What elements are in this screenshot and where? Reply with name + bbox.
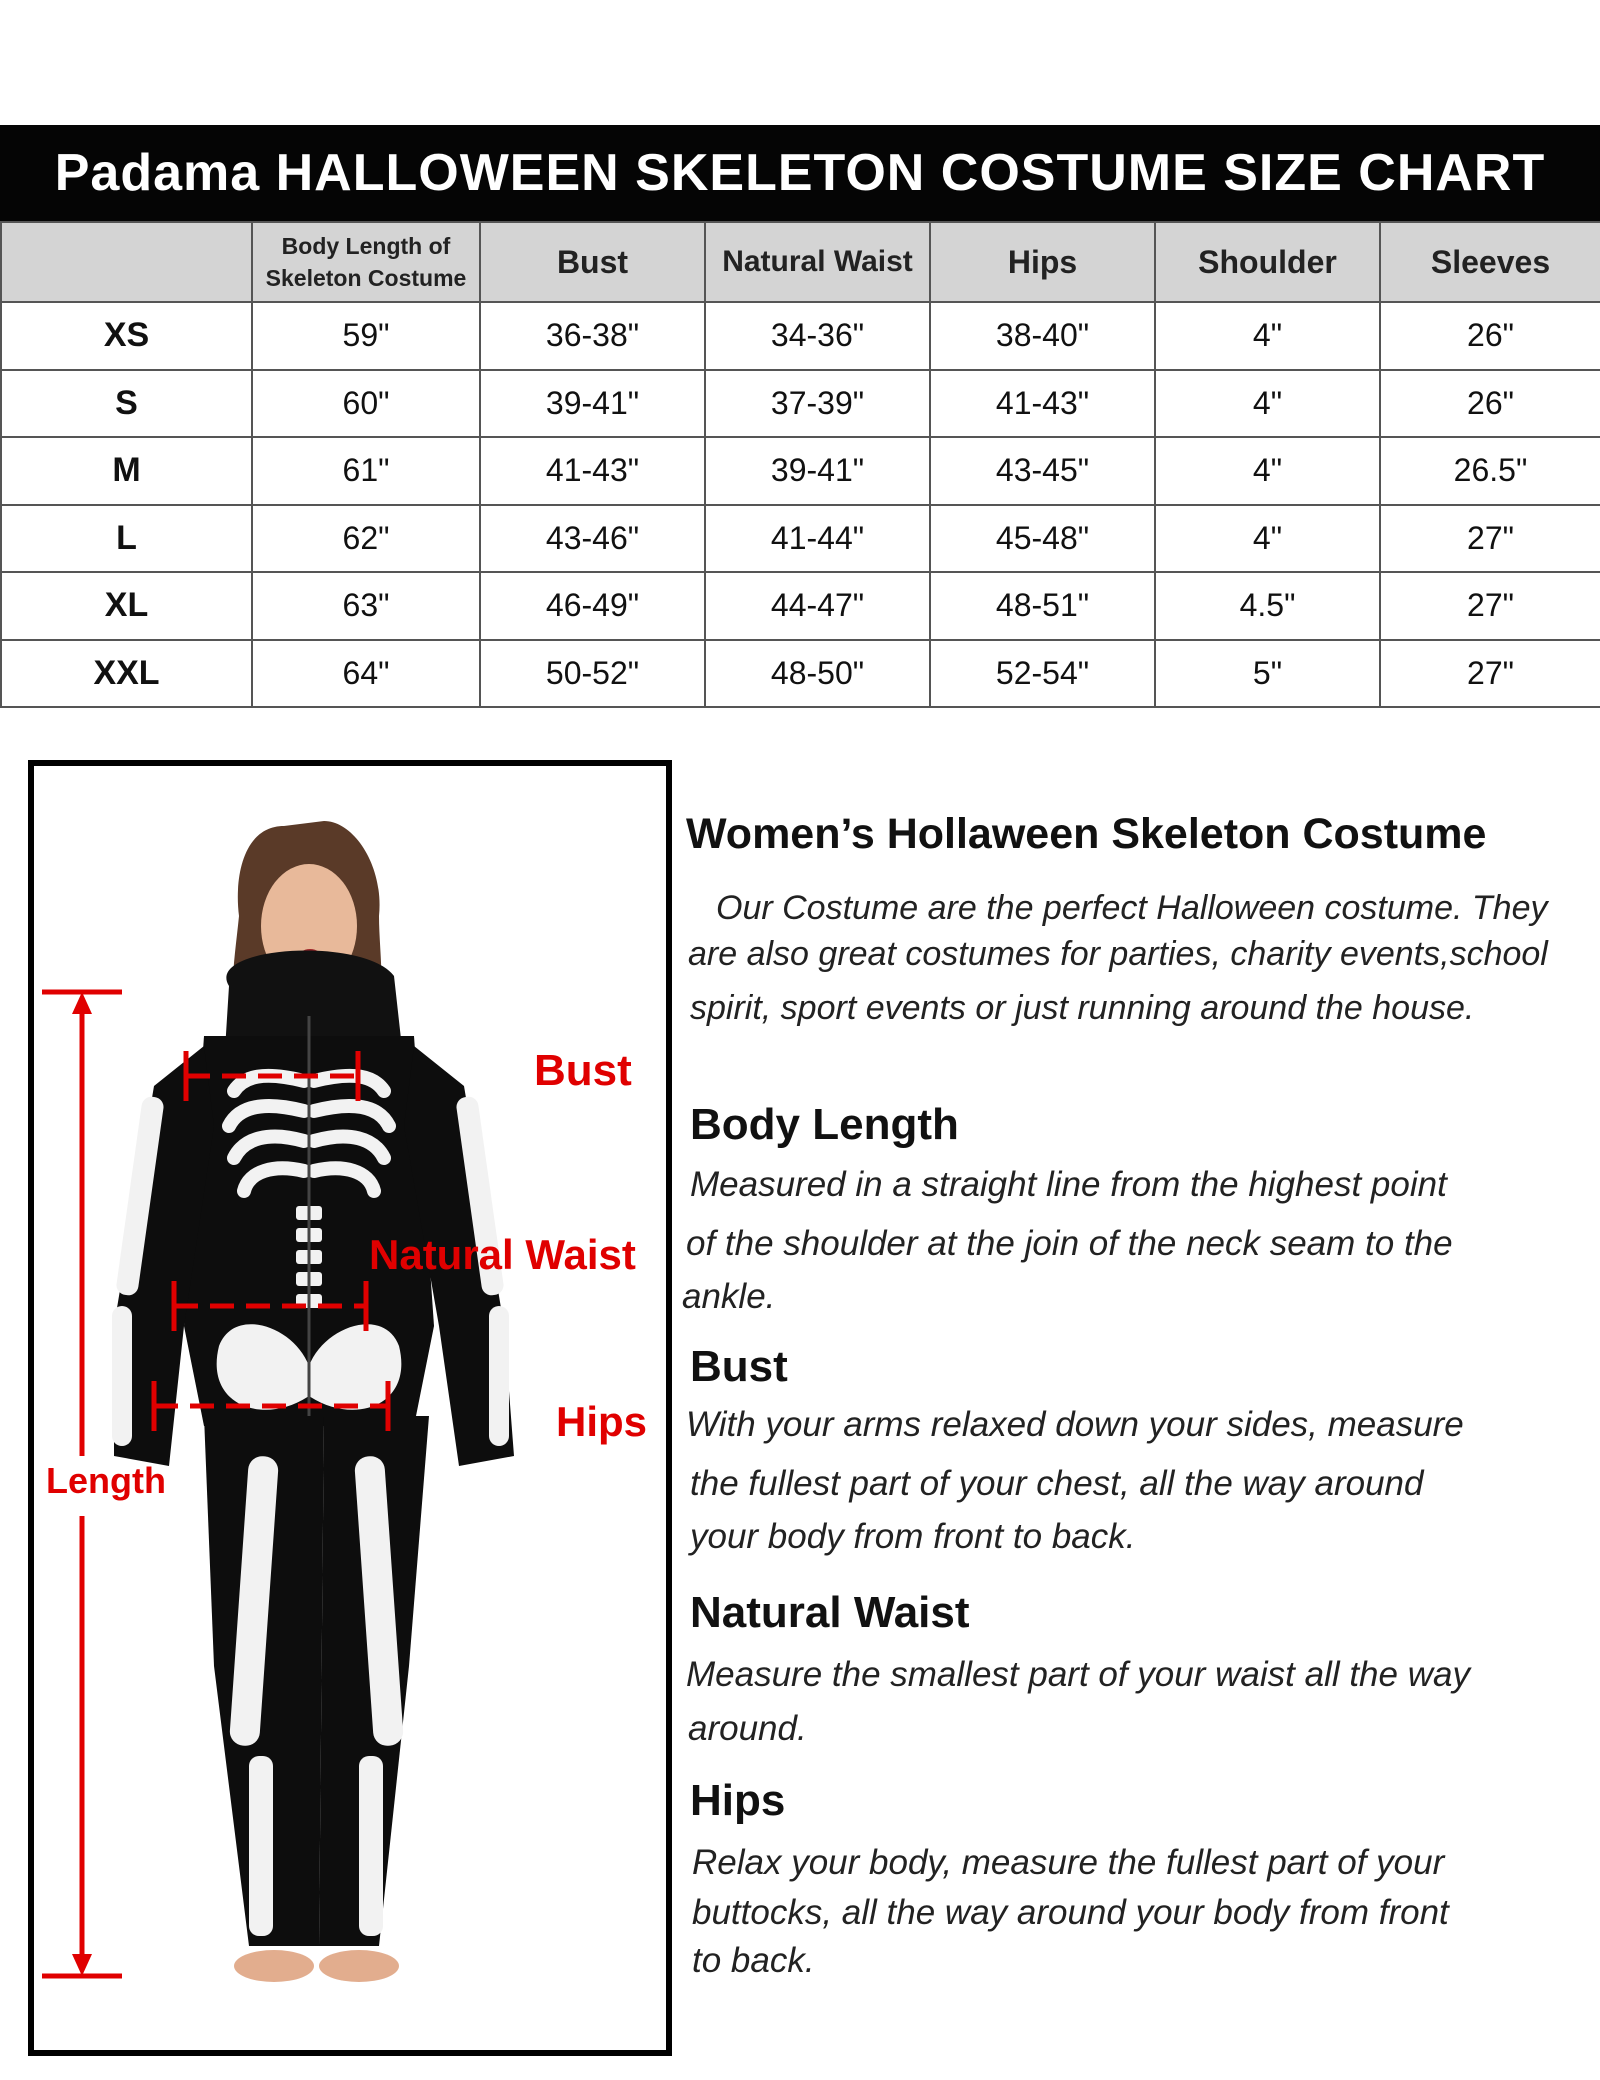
cell-body-length: 64" <box>252 640 480 708</box>
table-row <box>1 505 1600 573</box>
cell-sleeves: 26" <box>1380 302 1600 370</box>
hips-line1: Relax your body, measure the fullest part of your <box>692 1843 1445 1882</box>
cell-sleeves: 27" <box>1380 505 1600 573</box>
cell-shoulder: 4" <box>1155 370 1380 438</box>
header-hips: Hips <box>930 222 1155 302</box>
header-body-length-line1: Body Length of <box>281 233 451 259</box>
cell-bust: 50-52" <box>480 640 705 708</box>
bust-line1: With your arms relaxed down your sides, measure <box>686 1405 1464 1444</box>
cell-shoulder: 5" <box>1155 640 1380 708</box>
size-chart-title: Padama HALLOWEEN SKELETON COSTUME SIZE CHART <box>0 125 1600 221</box>
cell-shoulder: 4" <box>1155 302 1380 370</box>
bust-label: Bust <box>534 1046 632 1095</box>
cell-sleeves: 26.5" <box>1380 437 1600 505</box>
header-body-length-line2: Skeleton Costume <box>265 265 467 291</box>
cell-sleeves: 26" <box>1380 370 1600 438</box>
cell-waist: 48-50" <box>705 640 930 708</box>
table-row <box>1 370 1600 438</box>
table-row <box>1 437 1600 505</box>
table-header-row <box>1 222 1600 302</box>
body-length-line3: ankle. <box>682 1277 776 1316</box>
hips-line3: to back. <box>692 1941 815 1980</box>
cell-body-length: 61" <box>252 437 480 505</box>
header-bust: Bust <box>480 222 705 302</box>
cell-bust: 36-38" <box>480 302 705 370</box>
cell-body-length: 63" <box>252 572 480 640</box>
table-row <box>1 572 1600 640</box>
cell-size: XXL <box>1 640 252 708</box>
body-length-line2: of the shoulder at the join of the neck seam to the <box>686 1224 1453 1263</box>
cell-sleeves: 27" <box>1380 572 1600 640</box>
cell-waist: 34-36" <box>705 302 930 370</box>
body-length-line1: Measured in a straight line from the highest point <box>690 1165 1447 1204</box>
cell-body-length: 62" <box>252 505 480 573</box>
cell-bust: 41-43" <box>480 437 705 505</box>
header-shoulder: Shoulder <box>1155 222 1380 302</box>
model-photo-panel <box>28 760 672 2056</box>
cell-size: S <box>1 370 252 438</box>
size-table <box>0 221 1600 708</box>
bust-line3: your body from front to back. <box>690 1517 1136 1556</box>
cell-hips: 43-45" <box>930 437 1155 505</box>
hips-line2: buttocks, all the way around your body from front <box>692 1893 1449 1932</box>
cell-hips: 45-48" <box>930 505 1155 573</box>
length-label: Length <box>46 1460 166 1501</box>
product-intro-line1: Our Costume are the perfect Halloween costume. They <box>716 889 1548 927</box>
cell-size: M <box>1 437 252 505</box>
cell-waist: 44-47" <box>705 572 930 640</box>
cell-shoulder: 4" <box>1155 437 1380 505</box>
natural-waist-line2: around. <box>688 1709 807 1748</box>
hips-label: Hips <box>556 1398 648 1445</box>
bust-heading: Bust <box>690 1342 788 1391</box>
cell-body-length: 60" <box>252 370 480 438</box>
header-natural-waist: Natural Waist <box>705 222 930 302</box>
cell-bust: 39-41" <box>480 370 705 438</box>
bust-line2: the fullest part of your chest, all the way around <box>690 1464 1424 1503</box>
cell-hips: 41-43" <box>930 370 1155 438</box>
header-body-length <box>252 222 480 302</box>
natural-waist-heading: Natural Waist <box>690 1588 970 1637</box>
natural-waist-label: Natural Waist <box>369 1231 636 1278</box>
hips-heading: Hips <box>690 1776 786 1825</box>
cell-body-length: 59" <box>252 302 480 370</box>
cell-hips: 38-40" <box>930 302 1155 370</box>
body-length-heading: Body Length <box>690 1100 959 1149</box>
cell-waist: 41-44" <box>705 505 930 573</box>
cell-size: L <box>1 505 252 573</box>
cell-shoulder: 4" <box>1155 505 1380 573</box>
table-row <box>1 302 1600 370</box>
product-title: Women’s Hollaween Skeleton Costume <box>686 810 1487 858</box>
cell-size: XL <box>1 572 252 640</box>
cell-hips: 48-51" <box>930 572 1155 640</box>
header-sleeves: Sleeves <box>1380 222 1600 302</box>
table-row <box>1 640 1600 708</box>
cell-shoulder: 4.5" <box>1155 572 1380 640</box>
header-size <box>1 222 252 302</box>
cell-waist: 37-39" <box>705 370 930 438</box>
natural-waist-line1: Measure the smallest part of your waist all the way <box>686 1655 1470 1694</box>
cell-hips: 52-54" <box>930 640 1155 708</box>
cell-bust: 46-49" <box>480 572 705 640</box>
cell-waist: 39-41" <box>705 437 930 505</box>
cell-sleeves: 27" <box>1380 640 1600 708</box>
product-intro-line2: are also great costumes for parties, charity events,school <box>688 935 1548 973</box>
product-intro-line3: spirit, sport events or just running around the house. <box>690 989 1475 1027</box>
cell-bust: 43-46" <box>480 505 705 573</box>
cell-size: XS <box>1 302 252 370</box>
